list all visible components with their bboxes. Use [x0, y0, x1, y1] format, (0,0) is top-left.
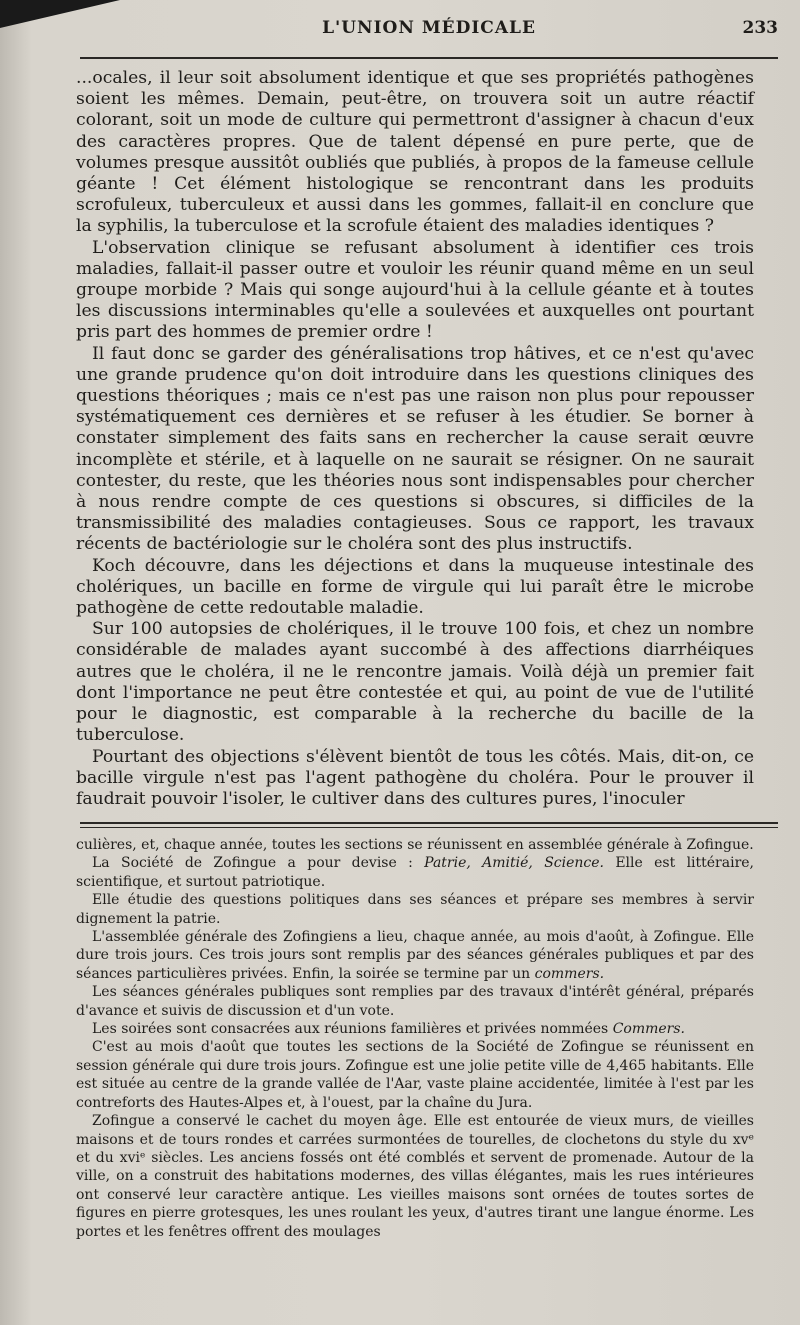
footnote-text: Les soirées sont consacrées aux réunions familières et privées nommées	[92, 1021, 613, 1038]
footnote-separator	[80, 822, 778, 828]
paragraph: Sur 100 autopsies de cholériques, il le trouve 100 fois, et chez un nombre considérable de malades ayant succombé à des affections diarrhéiques autres que le choléra, il ne le rencontre jamais. Voilà déjà un premier fait dont l'importance ne peut être contestée et qui, au point de vue de l'utilité pour le diagnostic, est comparable à la recherche du bacille de la tuberculose.	[76, 619, 754, 746]
commers-term: Commers.	[612, 1021, 685, 1038]
footnote-paragraph	[76, 928, 754, 983]
footnote-text: L'assemblée générale des Zofingiens a lieu, chaque année, au mois d'août, à Zofingue. Elle dure trois jours. Ces trois jours sont remplis par des séances générales publiques et par des séances particulières privées. Enfin, la soirée se termine par un	[76, 929, 754, 982]
commers-term: commers.	[534, 965, 605, 982]
footnote-paragraph	[76, 854, 754, 891]
footnote-text: Elle est littéraire, scientifique, et surtout patriotique.	[76, 855, 755, 890]
page-header	[80, 18, 778, 48]
footnote-paragraph: Zofingue a conservé le cachet du moyen âge. Elle est entourée de vieux murs, de vieilles maisons et de tours rondes et carrées surmontées de tourelles, de clochetons du style du xvᵉ et du xviᵉ siècles. Les anciens fossés ont été comblés et servent de promenade. Autour de la ville, on a construit des habitations modernes, des villas élégantes, mais les rues intérieures ont conservé leur caractère antique. Les vieilles maisons sont ornées de toutes sortes de figures en pierre grotesques, les unes roulant les yeux, d'autres tirant une langue énorme. Les portes et les fenêtres offrent des moulages	[76, 1113, 754, 1240]
society-motto: Patrie, Amitié, Science.	[424, 855, 604, 872]
footnote-paragraph: C'est au mois d'août que toutes les sections de la Société de Zofingue se réunissent en session générale qui dure trois jours. Zofingue est une jolie petite ville de 4,465 habitants. Elle est située au centre de la grande vallée de l'Aar, vaste plaine accidentée, limitée à l'est par les contreforts des Hautes-Alpes et, à l'ouest, par la chaîne du Jura.	[76, 1039, 754, 1111]
paragraph: Koch découvre, dans les déjections et dans la muqueuse intestinale des cholériques, un bacille en forme de virgule qui lui paraît être le microbe pathogène de cette redoutable maladie.	[76, 555, 754, 619]
page-number: 233	[742, 18, 778, 38]
paragraph: ...ocales, il leur soit absolument identique et que ses propriétés pathogènes soient les mêmes. Demain, peut-être, on trouvera soit un autre réactif colorant, soit un mode de culture qui permettront d'assigner à chacun d'eux des caractères propres. Que de talent dépensé en pure perte, que de volumes presque aussitôt oubliés que publiés, à propos de la fameuse cellule géante ! Cet élément histologique se rencontrant dans les produits scrofuleux, tuberculeux et aussi dans les gommes, fallait-il en conclure que la syphilis, la tuberculose et la scrofule étaient des maladies identiques ?	[76, 68, 754, 237]
main-text-column	[76, 68, 754, 810]
paragraph: Pourtant des objections s'élèvent bientôt de tous les côtés. Mais, dit-on, ce bacille virgule n'est pas l'agent pathogène du choléra. Pour le prouver il faudrait pouvoir l'isoler, le cultiver dans des cultures pures, l'inoculer	[76, 746, 754, 809]
footnote-text: La Société de Zofingue a pour devise :	[92, 855, 425, 872]
footnote-paragraph: Elle étudie des questions politiques dans ses séances et prépare ses membres à servir dignement la patrie.	[76, 892, 754, 927]
footnote-section	[76, 836, 754, 1241]
running-title: L'UNION MÉDICALE	[322, 18, 536, 38]
paragraph: L'observation clinique se refusant absolument à identifier ces trois maladies, fallait-il passer outre et vouloir les réunir quand même en un seul groupe morbide ? Mais qui songe aujourd'hui à la cellule géante et à toutes les discussions interminables qu'elle a soulevées et auxquelles ont pourtant pris part des hommes de premier ordre !	[76, 237, 754, 343]
footnote-paragraph: Les séances générales publiques sont remplies par des travaux d'intérêt général, préparés d'avance et suivis de discussion et d'un vote.	[76, 984, 754, 1019]
paragraph: Il faut donc se garder des généralisations trop hâtives, et ce n'est qu'avec une grande prudence qu'on doit introduire dans les questions cliniques des questions théoriques ; mais ce n'est pas une raison non plus pour repousser systématiquement ces dernières et se refuser à les étudier. Se borner à constater simplement des faits sans en rechercher la cause serait œuvre incomplète et stérile, et à laquelle on ne saurait se résigner. On ne saurait contester, du reste, que les théories nous sont indispensables pour chercher à nous rendre compte de ces questions si obscures, si difficiles de la transmissibilité des maladies contagieuses. Sous ce rapport, les travaux récents de bactériologie sur le choléra sont des plus instructifs.	[76, 343, 754, 555]
footnote-paragraph: culières, et, chaque année, toutes les sections se réunissent en assemblée générale à Zofingue.	[76, 837, 754, 853]
header-rule	[80, 57, 778, 59]
footnote-paragraph	[76, 1020, 754, 1038]
